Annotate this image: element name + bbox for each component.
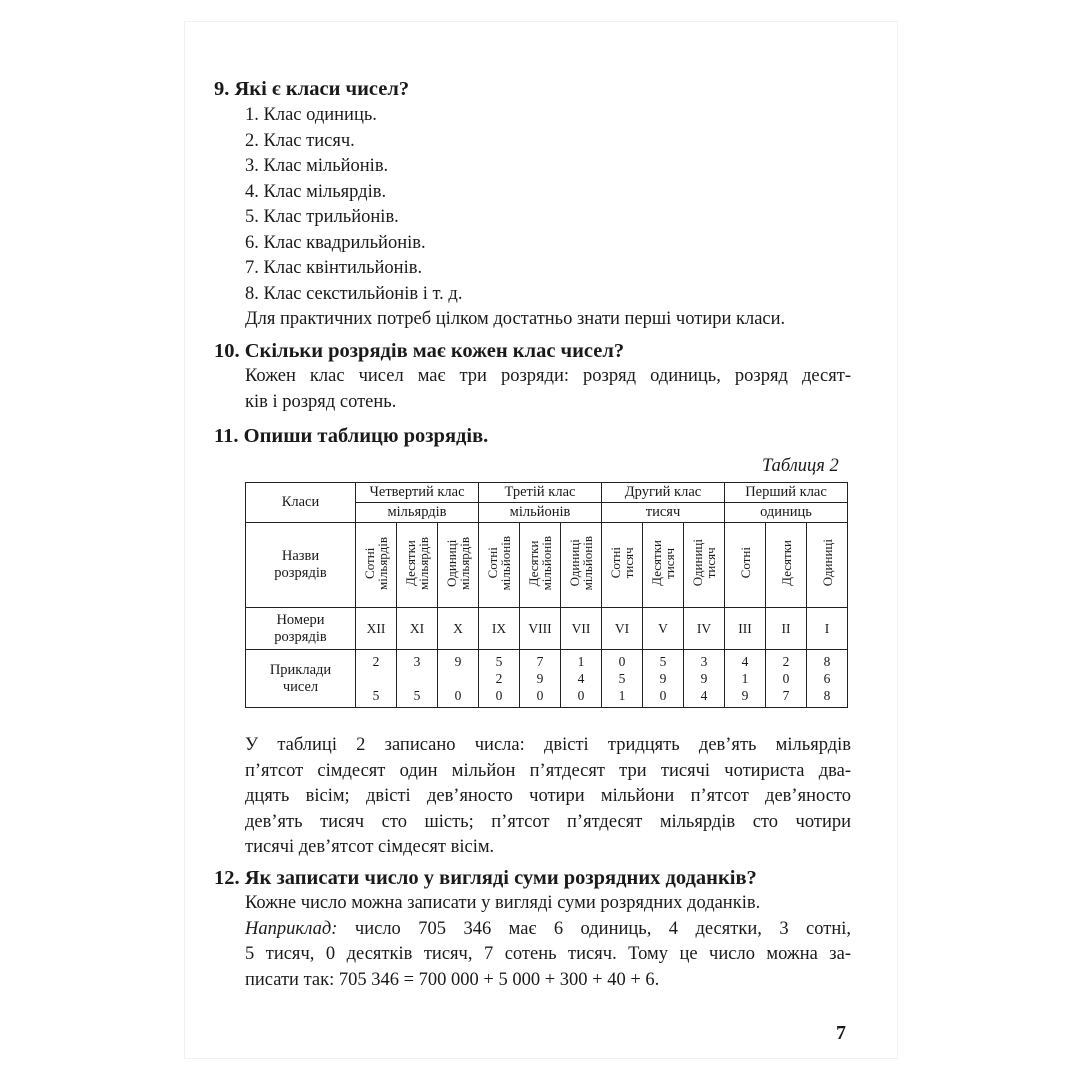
q12-answer — [245, 891, 851, 993]
example-digits: 7 9 0 — [520, 650, 561, 708]
examples-label: Приклади чисел — [246, 650, 356, 708]
q11-title: 11. Опиши таблицю розрядів. — [214, 425, 489, 447]
numbers-label: Номери розрядів — [246, 608, 356, 650]
q11-line: дцять вісім; двісті дев’яносто чотири мільйони п’ятсот дев’яносто — [245, 786, 851, 806]
class-sub: одиниць — [725, 503, 848, 523]
example-digits: 2 5 — [356, 650, 397, 708]
digit-number: VIII — [520, 608, 561, 650]
digit-number: XII — [356, 608, 397, 650]
q11-line: У таблиці 2 записано числа: двісті тридцять дев’ять мільярдів — [245, 735, 851, 755]
page-number: 7 — [836, 1022, 846, 1044]
class-sub: мільярдів — [356, 503, 479, 523]
digit-name: Сотні тисяч — [602, 523, 643, 608]
digit-name: Одиниці мільярдів — [438, 523, 479, 608]
example-digits: 3 5 — [397, 650, 438, 708]
q12-title: 12. Як записати число у вигляді суми розрядних доданків? — [214, 867, 757, 889]
digit-number: II — [766, 608, 807, 650]
digit-name: Десятки мільярдів — [397, 523, 438, 608]
q11-line: п’ятсот сімдесят один мільйон п’ятдесят три тисячі чотириста два- — [245, 760, 851, 781]
digit-name: Десятки мільйонів — [520, 523, 561, 608]
example-digits: 1 4 0 — [561, 650, 602, 708]
example-label: Наприклад: — [245, 918, 338, 939]
classes-label: Класи — [246, 483, 356, 523]
q10-answer — [245, 364, 851, 415]
digit-number: VI — [602, 608, 643, 650]
q11-line: тисячі дев’ятсот сімдесят вісім. — [245, 837, 495, 857]
q9-item: 5. Клас трильйонів. — [245, 207, 399, 227]
table-caption: Таблиця 2 — [762, 456, 839, 476]
q9-item: 7. Клас квінтильйонів. — [245, 258, 423, 278]
example-digits: 5 9 0 — [643, 650, 684, 708]
example-digits: 4 1 9 — [725, 650, 766, 708]
place-value-table — [245, 482, 848, 708]
example-digits: 2 0 7 — [766, 650, 807, 708]
q9-list — [245, 103, 785, 333]
example-digits: 8 6 8 — [807, 650, 848, 708]
q9-title: 9. Які є класи чисел? — [214, 78, 410, 100]
digit-number: V — [643, 608, 684, 650]
q9-item: 8. Клас секстильйонів і т. д. — [245, 283, 463, 304]
class-name: Другий клас — [602, 483, 725, 503]
example-digits: 0 5 1 — [602, 650, 643, 708]
q12-line: Кожне число можна записати у вигляді суми розрядних доданків. — [245, 893, 761, 913]
digit-number: I — [807, 608, 848, 650]
digit-name: Сотні — [725, 523, 766, 608]
names-label: Назви розрядів — [246, 523, 356, 608]
digit-number: IV — [684, 608, 725, 650]
digit-number: VII — [561, 608, 602, 650]
class-sub: мільйонів — [479, 503, 602, 523]
q12-line: писати так: 705 346 = 700 000 + 5 000 + 300 + 40 + 6. — [245, 969, 660, 990]
digit-name: Сотні мільярдів — [356, 523, 397, 608]
q10-line: Кожен клас чисел має три розряди: розряд одиниць, розряд десят- — [245, 366, 851, 386]
class-sub: тисяч — [602, 503, 725, 523]
q10-title: 10. Скільки розрядів має кожен клас чисел? — [214, 340, 625, 362]
digit-name: Одиниці мільйонів — [561, 523, 602, 608]
class-name: Третій клас — [479, 483, 602, 503]
example-digits: 9 0 — [438, 650, 479, 708]
q12-line: 5 тисяч, 0 десятків тисяч, 7 сотень тисяч. Тому це число можна за- — [245, 944, 851, 964]
digit-name: Десятки — [766, 523, 807, 608]
class-name: Перший клас — [725, 483, 848, 503]
digit-name: Десятки тисяч — [643, 523, 684, 608]
q9-item: 1. Клас одиниць. — [245, 105, 377, 125]
class-name: Четвертий клас — [356, 483, 479, 503]
q9-item: 2. Клас тисяч. — [245, 130, 355, 151]
q10-line: ків і розряд сотень. — [245, 391, 397, 412]
q9-item: 6. Клас квадрильйонів. — [245, 232, 426, 253]
q11-paragraph — [245, 733, 851, 861]
digit-number: X — [438, 608, 479, 650]
q9-item: 4. Клас мільярдів. — [245, 181, 387, 202]
example-digits: 3 9 4 — [684, 650, 725, 708]
q12-line: Наприклад: число 705 346 має 6 одиниць, 4 десятки, 3 сотні, — [245, 918, 851, 939]
q11-line: дев’ять тисяч сто шість; п’ятсот п’ятдесят мільярдів сто чотири — [245, 811, 851, 832]
digit-name: Сотні мільйонів — [479, 523, 520, 608]
q9-item: 3. Клас мільйонів. — [245, 156, 389, 176]
example-digits: 5 2 0 — [479, 650, 520, 708]
digit-number: IX — [479, 608, 520, 650]
q9-note: Для практичних потреб цілком достатньо знати перші чотири класи. — [245, 309, 786, 329]
digit-number: XI — [397, 608, 438, 650]
digit-number: III — [725, 608, 766, 650]
digit-name: Одиниці тисяч — [684, 523, 725, 608]
digit-name: Одиниці — [807, 523, 848, 608]
